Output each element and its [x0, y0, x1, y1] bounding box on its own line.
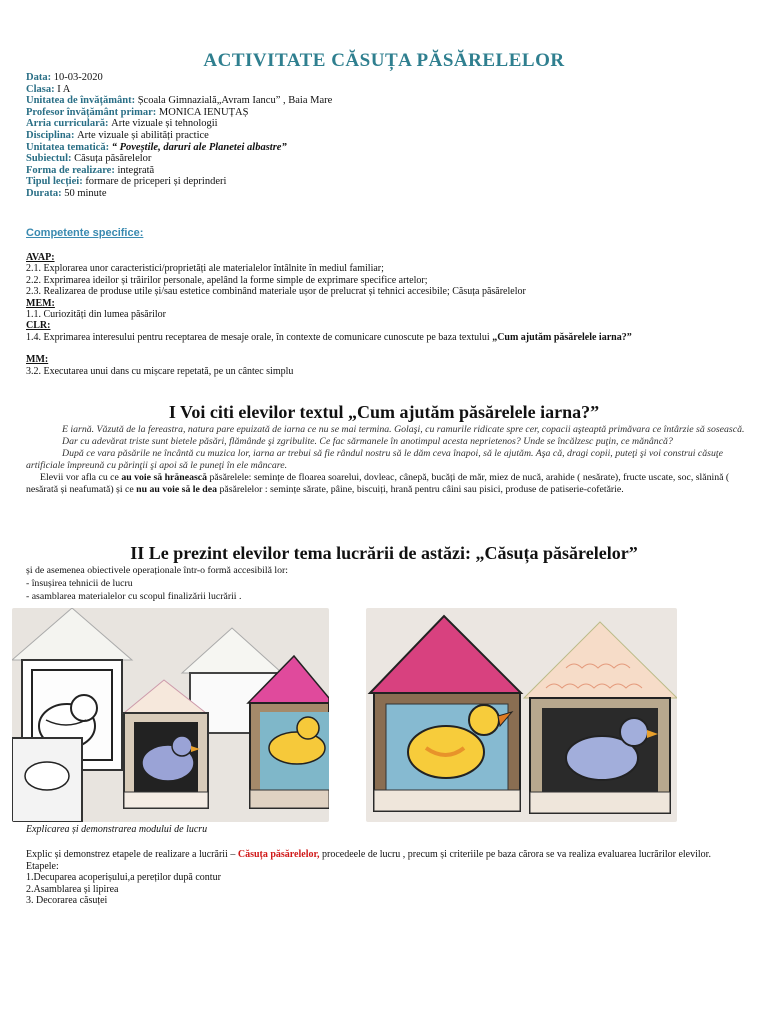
photo-caption: Explicarea și demonstrarea modului de lucru — [26, 824, 208, 835]
section-2-heading: II Le prezint elevilor tema lucrării de astăzi: „Căsuța păsărelelor” — [130, 543, 638, 563]
competence-item: 1.1. Curiozități din lumea păsărilor — [26, 309, 166, 321]
meta-row: Arria curriculară: Arte vizuale și tehnologii — [26, 118, 218, 130]
objectives: și de asemenea obiectivele operaționale într-o formă accesibilă lor: - însușirea tehnicii de lucru - asamblarea materialelor cu scopul finalizării lucrării . — [26, 565, 289, 602]
etape-heading: Etapele: — [26, 860, 59, 872]
competence-item: 2.2. Exprimarea ideilor și trăirilor personale, apelând la forme simple de exprimare specifice artelor; — [26, 274, 428, 286]
meta-row: Forma de realizare: integrată — [26, 164, 155, 176]
etapa-item: 2.Asamblarea și lipirea — [26, 883, 119, 895]
competence-item: 3.2. Executarea unui dans cu mișcare repetată, pe un cântec simplu — [26, 365, 294, 377]
competence-item: 2.1. Explorarea unor caracteristici/proprietăți ale materialelor întâlnite în mediul familiar; — [26, 263, 384, 275]
meta-row: Tipul lecției: formare de priceperi și deprinderi — [26, 176, 227, 188]
mm-heading: MM: — [26, 354, 49, 366]
explanation-paragraph: Explic și demonstrez etapele de realizare a lucrării – Căsuța păsărelelor, procedeele de lucru , precum și criteriile pe baza cărora se va realiza evaluarea lucrărilor elevilor. — [26, 849, 711, 860]
meta-row: Subiectul: Căsuța păsărelelor — [26, 153, 152, 165]
document-title: ACTIVITATE CĂSUȚA PĂSĂRELELOR — [203, 50, 565, 71]
story-paragraph: E iarnă. Văzută de la fereastra, natura pare epuizată de iarna ce nu se mai termina. Golaşi, cu ramurile ridicate spre cer, copacii aşteaptă primăvara ce întârzie să sosească. — [62, 424, 745, 435]
meta-row: Data: 10-03-2020 — [26, 72, 103, 83]
meta-row: Unitatea de învățământ: Școala Gimnazială„Avram Iancu” , Baia Mare — [26, 95, 333, 107]
avap-heading: AVAP: — [26, 252, 55, 263]
meta-row: Unitatea tematică: “ Poveștile, daruri ale Planetei albastre” — [26, 141, 287, 153]
meta-row: Disciplina: Arte vizuale și abilități practice — [26, 129, 209, 141]
competence-item: 1.4. Exprimarea interesului pentru receptarea de mesaje orale, în contexte de comunicare cunoscute pe baza textului „Cum ajutăm păsărelele iarna?” — [26, 331, 632, 343]
meta-row: Profesor învățământ primar: MONICA IENUȚAȘ — [26, 106, 249, 118]
explanation — [26, 849, 756, 907]
story-paragraph: Dar cu adevărat triste sunt bietele păsări, flămânde şi zgribulite. Ce fac sărmanele în anotimpul acesta neprietenos? Unde se încălzesc puţin, ce mănâncă? — [62, 436, 673, 447]
food-paragraph: Elevii vor afla cu ce au voie să hrănească păsărelele: semințe de floarea soarelui, dovleac, cânepă, bucăți de măr, miez de nucă, arahide ( nesărate), fructe uscate, soc, slănină ( nesărată și neafumată) și ce nu au voie să le dea păsărelelor : semințe sărate, pâine, biscuiți, hrană pentru câini sau pisici, produse de patiserie-cofetărie. — [26, 472, 730, 495]
competente-list — [26, 252, 756, 377]
etapa-item: 3. Decorarea căsuței — [26, 895, 108, 907]
section-1-heading: I Voi citi elevilor textul „Cum ajutăm păsărelele iarna?” — [168, 402, 600, 422]
birdhouses-group-photo — [12, 608, 329, 822]
mem-heading: MEM: — [26, 297, 55, 309]
birdhouses-pair-photo — [366, 608, 677, 822]
story-paragraph: După ce vara păsările ne încântă cu muzica lor, iarna ar trebui să fie rândul nostru să le dăm ceva înapoi, să le ajutăm. Aşa că, dragi copii, puteţi şi voi construi căsuţe artificiale împreună cu părinţii şi apoi să le puneţi în ele mâncare. — [26, 448, 723, 471]
clr-heading: CLR: — [26, 320, 51, 332]
story-text — [26, 424, 760, 496]
competente-heading: Competente specifice: — [26, 227, 144, 239]
meta-row: Clasa: I A — [26, 83, 71, 95]
lesson-metadata — [26, 72, 332, 200]
etapa-item: 1.Decuparea acoperișului,a pereților după contur — [26, 872, 221, 884]
competence-item: 2.3. Realizarea de produse utile și/sau estetice combinând materiale ușor de prelucrat și tehnici accesibile; Căsuța păsărelelor — [26, 286, 526, 298]
meta-row: Durata: 50 minute — [26, 187, 107, 199]
